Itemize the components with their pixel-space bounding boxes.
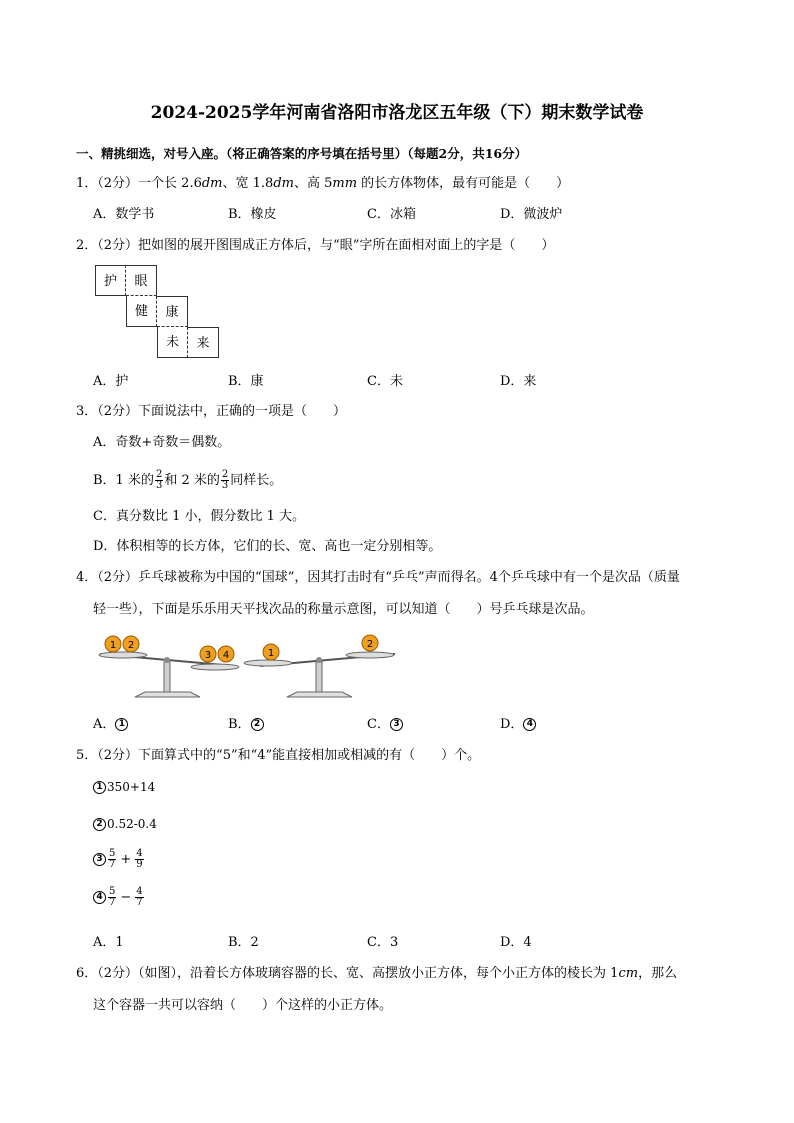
fraction: $\frac{5}{7}$ — [109, 848, 116, 870]
section-heading: 一、精挑细选，对号入座。（将正确答案的序号填在括号里）（每题2分，共16分） — [76, 146, 528, 161]
net-face: 来 — [188, 327, 219, 358]
q3-option-b: B．1 米的 $\frac{2}{3}$ 和 2 米的 $\frac{2}{3}$ 同样长。 — [93, 469, 283, 491]
question-5-stem: 5．（2分）下面算式中的“5”和“4”能直接相加或相减的有（ ）个。 — [76, 748, 481, 763]
net-face: 健 — [126, 296, 157, 327]
page-title: 2024-2025学年河南省洛阳市洛龙区五年级（下）期末数学试卷 — [150, 103, 644, 123]
ping-pong-ball — [218, 646, 234, 662]
q1-option-d: D．微波炉 — [500, 207, 563, 222]
q4-option-a: A． 1 — [93, 716, 129, 734]
net-face: 康 — [157, 296, 188, 327]
svg-text:3: 3 — [204, 650, 212, 661]
fraction: $\frac{4}{7}$ — [136, 886, 143, 908]
q2-option-b: B．康 — [228, 374, 264, 389]
q2-option-a: A．护 — [93, 374, 129, 389]
svg-text:4: 4 — [222, 650, 230, 661]
q4-option-d: D． 4 — [500, 716, 537, 734]
q5-expression-4: 4 $\frac{5}{7}$ − $\frac{4}{7}$ — [93, 885, 145, 911]
q2-option-d: D．来 — [500, 374, 537, 389]
q5-expression-1: 1 350+14 — [93, 778, 155, 796]
q4-option-b: B． 2 — [228, 716, 265, 734]
question-4-line-1: 4．（2分）乒乓球被称为中国的“国球”，因其打击时有“乒乓”声而得名。4个乒乓球中有一个是次品（质量 — [76, 570, 680, 585]
q1-option-a: A．数学书 — [93, 207, 155, 222]
svg-text:2: 2 — [366, 639, 374, 650]
question-3-stem: 3．（2分）下面说法中，正确的一项是（ ） — [76, 404, 347, 419]
q5-expression-3: 3 $\frac{5}{7}$ + $\frac{4}{9}$ — [93, 847, 145, 873]
question-1-stem: 1．（2分）一个长 2.6dm、宽 1.8dm、高 5mm 的长方体物体，最有可能是（ ） — [76, 176, 570, 191]
q3-option-a: A．奇数+奇数＝偶数。 — [93, 435, 231, 450]
net-face: 眼 — [126, 265, 157, 296]
svg-text:2: 2 — [127, 640, 135, 651]
svg-text:1: 1 — [109, 640, 117, 651]
question-2-stem: 2．（2分）把如图的展开图围成正方体后，与“眼”字所在面相对面上的字是（ ） — [76, 238, 555, 253]
q3-option-d: D．体积相等的长方体，它们的长、宽、高也一定分别相等。 — [93, 539, 442, 554]
fraction: $\frac{2}{3}$ — [221, 469, 229, 491]
fraction: $\frac{2}{3}$ — [155, 469, 163, 491]
balance-scale-1 — [99, 652, 239, 697]
q1-option-b: B．橡皮 — [228, 207, 277, 222]
net-face: 未 — [157, 327, 188, 358]
q1-option-c: C．冰箱 — [367, 207, 416, 222]
q5-option-a: A．1 — [93, 935, 124, 950]
q4-option-c: C． 3 — [367, 716, 404, 734]
q2-option-c: C．未 — [367, 374, 403, 389]
question-6-line-1: 6．（2分）（如图），沿着长方体玻璃容器的长、宽、高摆放小正方体，每个小正方体的棱长为 1cm，那么 — [76, 966, 678, 981]
q3-option-c: C．真分数比 1 小，假分数比 1 大。 — [93, 509, 306, 524]
ping-pong-ball — [263, 644, 279, 660]
q5-option-d: D．4 — [500, 935, 532, 950]
question-6-line-2: 这个容器一共可以容纳（ ）个这样的小正方体。 — [93, 998, 393, 1013]
q5-expression-2: 2 0.52-0.4 — [93, 815, 157, 833]
net-face: 护 — [95, 265, 126, 296]
svg-text:1: 1 — [267, 648, 275, 659]
ping-pong-ball — [123, 636, 139, 652]
question-4-line-2: 轻一些），下面是乐乐用天平找次品的称量示意图，可以知道（ ）号乒乓球是次品。 — [93, 602, 594, 617]
fraction: $\frac{5}{7}$ — [109, 886, 116, 908]
ping-pong-ball — [362, 635, 378, 651]
q5-option-b: B．2 — [228, 935, 259, 950]
ping-pong-ball — [105, 636, 121, 652]
ping-pong-ball — [200, 646, 216, 662]
fraction: $\frac{4}{9}$ — [136, 848, 143, 870]
balance-scales-figure — [95, 630, 445, 700]
q5-option-c: C．3 — [367, 935, 399, 950]
